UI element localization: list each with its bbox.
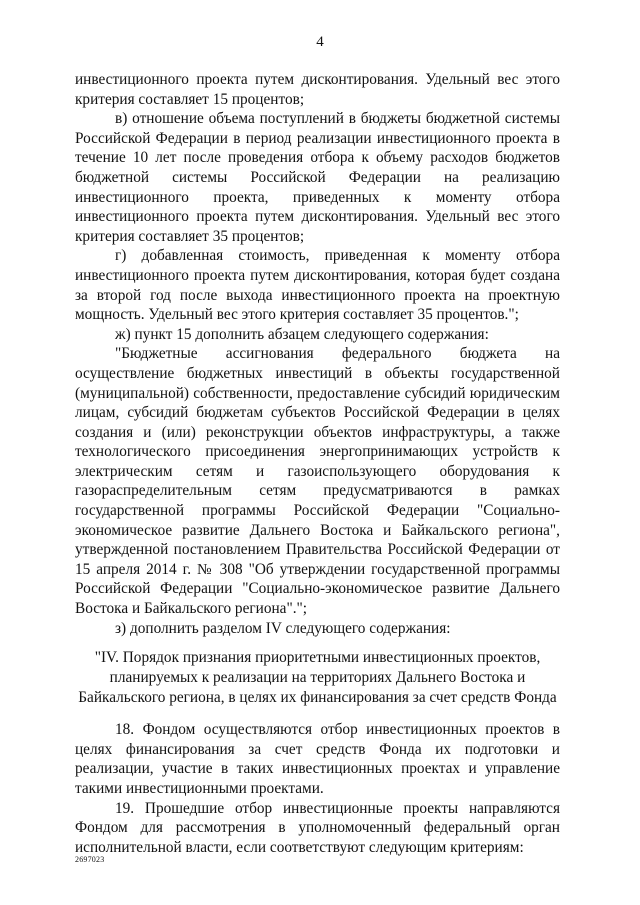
document-code: 2697023: [75, 855, 105, 864]
section-heading-line-2: планируемых к реализации на территориях Дальнего Востока и: [109, 669, 526, 687]
paragraph-item-g: г) добавленная стоимость, приведенная к моменту отбора инвестиционного проекта путем дисконтирования, которая будет создана за второй год после выхода инвестиционного проекта на проектную мощность. Удельный вес этого критерия составляет 35 процентов.";: [75, 247, 560, 324]
section-heading-line-1: "IV. Порядок признания приоритетными инвестиционных проектов,: [94, 649, 541, 667]
section-heading: [75, 648, 560, 708]
page-number: 4: [316, 34, 324, 50]
paragraph-item-z: з) дополнить разделом IV следующего содержания:: [115, 619, 451, 637]
paragraph-item-v: в) отношение объема поступлений в бюджеты бюджетной системы Российской Федерации в период реализации инвестиционного проекта в течение 10 лет после проведения отбора к объему расходов бюджетов бюджетной системы Российской Федерации на реализацию инвестиционного проекта, приведенных к моменту отбора инвестиционного проекта путем дисконтирования. Удельный вес этого критерия составляет 35 процентов;: [75, 110, 560, 245]
paragraph-item-zh: ж) пункт 15 дополнить абзацем следующего содержания:: [115, 325, 489, 343]
document-body: [75, 70, 560, 857]
paragraph-budget-allocations: "Бюджетные ассигнования федерального бюджета на осуществление бюджетных инвестиций в объекты государственной (муниципальной) собственности, предоставление субсидий юридическим лицам, субсидий бюджетам субъектов Российской Федерации в целях создания и (или) реконструкции объектов инфраструктуры, а также технологического присоединения энергопринимающих устройств к электрическим сетям и газоиспользующего оборудования к газораспределительным сетям предусматриваются в рамках государственной программы Российской Федерации "Социально-экономическое развитие Дальнего Востока и Байкальского региона", утвержденной постановлением Правительства Российской Федерации от 15 апреля 2014 г. № 308 "Об утверждении государственной программы Российской Федерации "Социально-экономическое развитие Дальнего Востока и Байкальского региона".";: [75, 345, 560, 618]
paragraph-item-19: 19. Прошедшие отбор инвестиционные проекты направляются Фондом для рассмотрения в уполномоченный федеральный орган исполнительной власти, если соответствуют следующим критериям:: [75, 799, 560, 856]
paragraph-item-18: 18. Фондом осуществляются отбор инвестиционных проектов в целях финансирования за счет средств Фонда их подготовки и реализации, участие в таких инвестиционных проектах и управление такими инвестиционными проектами.: [75, 721, 560, 797]
paragraph-continuation: инвестиционного проекта путем дисконтирования. Удельный вес этого критерия составляет 15 процентов;: [75, 71, 560, 108]
section-heading-line-3: Байкальского региона, в целях их финансирования за счет средств Фонда: [78, 689, 557, 707]
